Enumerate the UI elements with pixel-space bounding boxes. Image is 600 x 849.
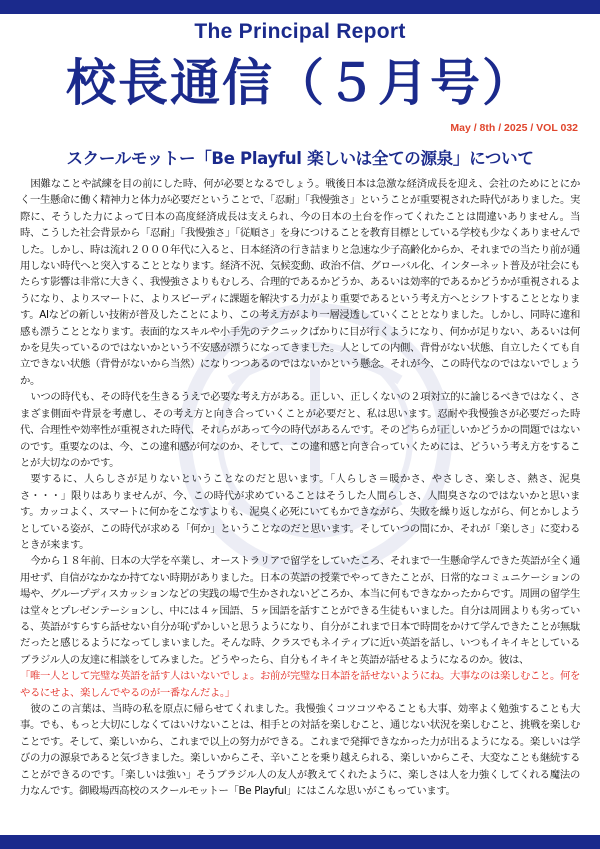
paragraph-2: いつの時代も、その時代を生きるうえで必要な考え方がある。正しい、正しくないの２項対立的に論じるべきではなく、さまざま側面や背景を考慮し、その考え方と向き合っていくことが必要だと、私は思います。忍耐や我慢強さが必要だった時代、合理性や効率性が重視された時代、それらがあって今の時代があるんです。そのどちらが正しいかどうかの問題ではないのです。重要なのは、今、この違和感が何なのか、そして、この違和感と向き合っていくためには、どういう考え方をすることが大切なのかです。 (20, 391, 580, 469)
top-banner-bar (0, 0, 600, 14)
paragraph-6: 彼のこの言葉は、当時の私を原点に帰らせてくれました。我慢強くコツコツやることも大事、効率よく勉強することも大事。でも、もっと大切にしなくてはいけないことは、相手との対話を楽しむこと、通じない状況を楽しむこと、挑戦を楽しむことです。そして、楽しいから、これまで以上の努力ができる。これまで発揮できなかった力が出るようになる。楽しいは学びの力の源泉であると気づきました。楽しいからこそ、辛いことを乗り越えられる、楽しいからこそ、大変なことも継続することができるのです。「楽しいは強い」そうブラジル人の友人が教えてくれたように、楽しさは人を力強くしてくれる魔法の力なんです。御殿場西高校のスクールモットー「Be Playful」にはこんな思いがこもっています。 (20, 703, 580, 798)
paragraph-3: 要するに、人らしさが足りないということなのだと思います。「人らしさ＝暖かさ、やさしさ、楽しさ、熱さ、泥臭さ・・・」限りはありませんが、今、この時代が求めていることはそうした人間らしさ、人間臭さなのではないかと思います。カッコよく、スマートに何かをこなすよりも、泥臭く必死にいてもかできながら、失敗を繰り返しながら、何とかしようとしている姿が、この時代が求める「何か」ということなのだと思います。そしていつの間にか、それが「楽しさ」に変わるときが来ます。 (20, 473, 580, 551)
article-heading: スクールモットー「Be Playful 楽しいは全ての源泉」について (66, 149, 534, 168)
bottom-banner-bar (0, 835, 600, 849)
paragraph-4: 今から１８年前、日本の大学を卒業し、オーストラリアで留学をしていたころ、それまで一生懸命学んできた英語が全く通用せず、自信がなかなか持てない時期がありました。日本の英語の授業でやってきたことが、日常的なコミュニケーションの場や、グループディスカッションなどの実践の場で生かされないどころか、本当に何もできなかったからです。周囲の留学生は堂々とプレゼンテーションし、中には４ヶ国語、５ヶ国語を話すことができる生徒もいました。自分は周囲よりも劣っている、英語がすらすら話せない自分が恥ずかしいと思うようになり、自分がこれまで日本で時間をかけて学んできたことが無駄だったと感じるようになってしまいました。そんな時、クラスでもネイティブに近い英語を話し、いつもイキイキとしているブラジル人の友達に相談をしてみました。どうやったら、自分もイキイキと英語が話せるようになるのか。彼は、 (20, 555, 580, 666)
article-body (20, 176, 580, 799)
paragraph-1: 困難なことや試練を目の前にした時、何が必要となるでしょう。戦後日本は急激な経済成長を迎え、会社のためにとにかく一生懸命に働く精神力と体力が必要だということで、「忍耐」「我慢強さ」ということが重要視された時代がありました。実際に、そうした力によって日本の高度経済成長は支えられ、今の日本の土台を作ってくれたことは間違いありません。当時、こうした社会背景から「忍耐」「我慢強さ」「従順さ」を身につけることを教育目標としている学校も少なくありませんでした。しかし、時は流れ２０００年代に入ると、日本経済の行き詰まりと急速な少子高齢化からか、それまでの当たり前が通用しない時代へと突入することとなります。経済不況、気候変動、政治不信、グローバル化、インターネット普及が社会にもたらす影響は非常に大きく、我慢強さよりもむしろ、合理的であるかどうか、あるいは効率的であるかどうかが重視されるようになり、よりスマートに、よりスピーディに課題を解決する力がより重要であるという考え方へとシフトすることとなります。AIなどの新しい技術が普及したことにより、この考え方がより一層浸透していくこととなりました。しかし、同時に違和感も漂うこととなります。表面的なスキルや小手先のテクニックばかりに目が行くようになり、何かが足りない、あるいは何かを見失っているのではないかという不安感が漂うになってきました。人としての内側、背骨がない状態、自立したくても自立できない状態（背骨がないから当然）になりつつあるのではないかという懸念。それが今、この時代なのではないでしょうか。 (20, 178, 580, 387)
report-title: The Principal Report (194, 20, 406, 43)
quote-paragraph: 「唯一人として完璧な英語を話す人はいないでしょ。お前が完璧な日本語を話せないようにね。大事なのは楽しむこと。何をやるにせよ、楽しんでやるのが一番なんだよ。」 (20, 670, 580, 699)
main-title: 校長通信（５月号） (66, 54, 534, 112)
issue-date-volume: May / 8th / 2025 / VOL 032 (450, 122, 578, 134)
